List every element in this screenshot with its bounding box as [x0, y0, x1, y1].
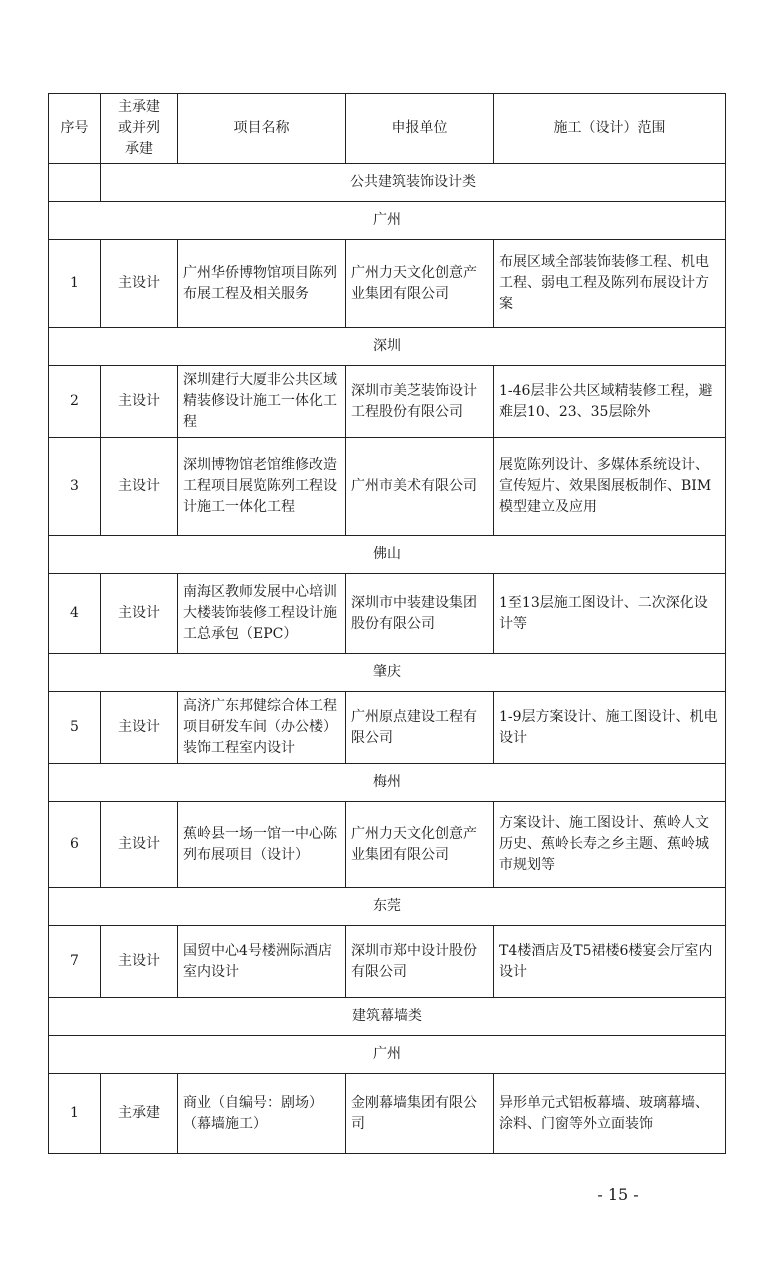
table-row	[49, 240, 726, 328]
cell-unit: 广州市美术有限公司	[346, 438, 494, 536]
section-spacer	[49, 164, 101, 202]
city-row	[49, 328, 726, 366]
cell-role: 主设计	[101, 802, 178, 888]
cell-no: 2	[49, 366, 101, 438]
cell-project: 南海区教师发展中心培训大楼装饰装修工程设计施工总承包（EPC）	[178, 574, 346, 654]
cell-project: 商业（自编号：剧场）（幕墙施工）	[178, 1074, 346, 1154]
cell-scope: 展览陈列设计、多媒体系统设计、宣传短片、效果图展板制作、BIM模型建立及应用	[494, 438, 726, 536]
cell-scope: 1-9层方案设计、施工图设计、机电设计	[494, 692, 726, 764]
header-project: 项目名称	[178, 94, 346, 164]
city-label: 肇庆	[49, 654, 726, 692]
table-row	[49, 574, 726, 654]
cell-scope: 方案设计、施工图设计、蕉岭人文历史、蕉岭长寿之乡主题、蕉岭城市规划等	[494, 802, 726, 888]
cell-no: 1	[49, 1074, 101, 1154]
city-row	[49, 888, 726, 926]
cell-scope: 布展区域全部装饰装修工程、机电工程、弱电工程及陈列布展设计方案	[494, 240, 726, 328]
city-label: 东莞	[49, 888, 726, 926]
cell-no: 5	[49, 692, 101, 764]
cell-role: 主设计	[101, 240, 178, 328]
cell-unit: 广州力天文化创意产业集团有限公司	[346, 802, 494, 888]
table-row	[49, 692, 726, 764]
cell-project: 蕉岭县一场一馆一中心陈列布展项目（设计）	[178, 802, 346, 888]
header-scope: 施工（设计）范围	[494, 94, 726, 164]
table-row	[49, 1074, 726, 1154]
cell-unit: 广州原点建设工程有限公司	[346, 692, 494, 764]
section-title: 公共建筑装饰设计类	[101, 164, 726, 202]
city-label: 深圳	[49, 328, 726, 366]
city-row	[49, 654, 726, 692]
cell-unit: 深圳市中装建设集团股份有限公司	[346, 574, 494, 654]
cell-no: 3	[49, 438, 101, 536]
city-label: 广州	[49, 1036, 726, 1074]
city-label: 广州	[49, 202, 726, 240]
cell-role: 主设计	[101, 692, 178, 764]
cell-scope: 1至13层施工图设计、二次深化设计等	[494, 574, 726, 654]
cell-no: 4	[49, 574, 101, 654]
cell-project: 高济广东邦健综合体工程项目研发车间（办公楼）装饰工程室内设计	[178, 692, 346, 764]
table-row	[49, 438, 726, 536]
cell-no: 6	[49, 802, 101, 888]
cell-unit: 深圳市郑中设计股份有限公司	[346, 926, 494, 998]
project-table	[48, 93, 726, 1154]
cell-project: 广州华侨博物馆项目陈列布展工程及相关服务	[178, 240, 346, 328]
header-role-text: 主承建或并列承建	[118, 99, 160, 157]
city-label: 梅州	[49, 764, 726, 802]
cell-unit: 广州力天文化创意产业集团有限公司	[346, 240, 494, 328]
section-row	[49, 998, 726, 1036]
city-row	[49, 202, 726, 240]
cell-unit: 深圳市美芝装饰设计工程股份有限公司	[346, 366, 494, 438]
cell-scope: 异形单元式铝板幕墙、玻璃幕墙、涂料、门窗等外立面装饰	[494, 1074, 726, 1154]
cell-unit: 金刚幕墙集团有限公司	[346, 1074, 494, 1154]
page-number: - 15 -	[597, 1185, 639, 1204]
city-row	[49, 536, 726, 574]
city-label: 佛山	[49, 536, 726, 574]
table-row	[49, 802, 726, 888]
cell-role: 主设计	[101, 926, 178, 998]
cell-scope: T4楼酒店及T5裙楼6楼宴会厅室内设计	[494, 926, 726, 998]
header-no: 序号	[49, 94, 101, 164]
section-title: 建筑幕墙类	[49, 998, 726, 1036]
header-role	[101, 94, 178, 164]
cell-role: 主设计	[101, 574, 178, 654]
cell-scope: 1-46层非公共区域精装修工程，避难层10、23、35层除外	[494, 366, 726, 438]
cell-role: 主承建	[101, 1074, 178, 1154]
cell-no: 1	[49, 240, 101, 328]
section-row	[49, 164, 726, 202]
cell-no: 7	[49, 926, 101, 998]
cell-role: 主设计	[101, 366, 178, 438]
header-unit: 申报单位	[346, 94, 494, 164]
table-row	[49, 926, 726, 998]
cell-role: 主设计	[101, 438, 178, 536]
cell-project: 国贸中心4号楼洲际酒店室内设计	[178, 926, 346, 998]
city-row	[49, 1036, 726, 1074]
table-header-row	[49, 94, 726, 164]
cell-project: 深圳博物馆老馆维修改造工程项目展览陈列工程设计施工一体化工程	[178, 438, 346, 536]
table-row	[49, 366, 726, 438]
city-row	[49, 764, 726, 802]
cell-project: 深圳建行大厦非公共区域精装修设计施工一体化工程	[178, 366, 346, 438]
